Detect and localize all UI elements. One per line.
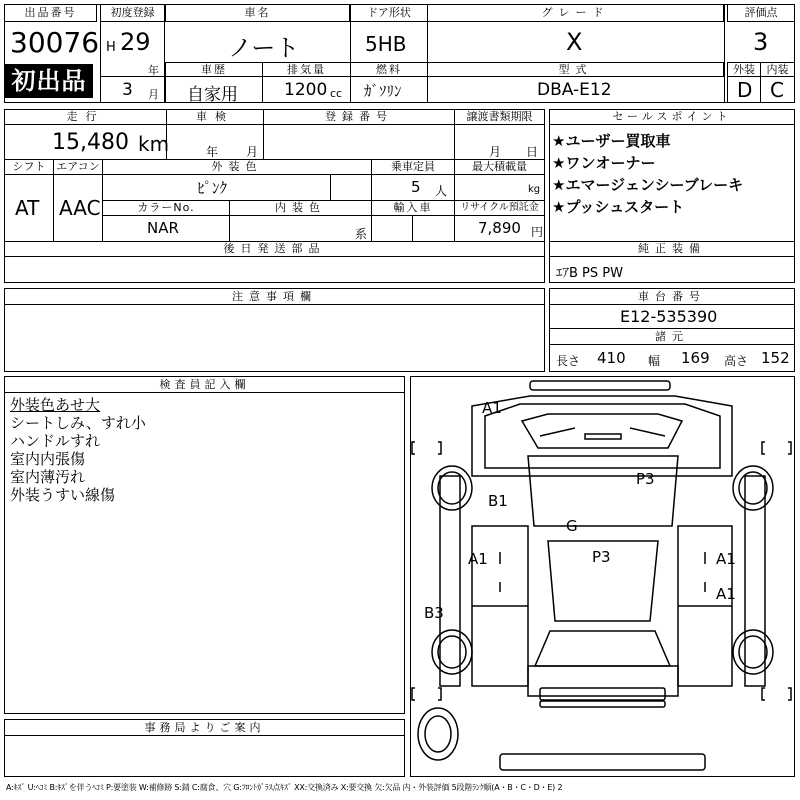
diagram-mark: A1	[716, 585, 736, 603]
interior-color-cell	[229, 215, 372, 242]
diagram-mark: B1	[488, 492, 508, 510]
score-label: 評価点	[727, 4, 795, 22]
inspector-label: 検査員記入欄	[4, 376, 405, 393]
mileage-unit: km	[138, 132, 170, 156]
exterior-label: 外装	[727, 62, 761, 77]
displacement-value: 1200	[284, 80, 328, 100]
chassis-value: E12-535390	[620, 307, 718, 326]
grade-label: グレード	[427, 4, 724, 22]
ac-value: AAC	[59, 196, 101, 220]
specs-label: 諸元	[549, 328, 795, 345]
height-value: 152	[761, 349, 790, 367]
width-label: 幅	[648, 354, 661, 368]
legend-text: A:ｷｽﾞ U:ﾍｺﾐ B:ｷｽﾞを伴うﾍｺﾐ P:要塗装 W:補修跡 S:錆 C:腐食、穴 G:ﾌﾛﾝﾄｶﾞﾗｽ点ｷｽﾞ XX:交換済み X:要交換 欠:欠品 内・外装評価 5段階ﾗﾝｸ順(A・B・C・D・E) 2	[6, 783, 563, 792]
office-label: 事務局よりご案内	[4, 719, 405, 736]
diagram-mark: B3	[424, 604, 444, 622]
first-listing-badge: 初出品	[5, 64, 93, 98]
history-label: 車歴	[165, 62, 263, 77]
car-name: ノート	[228, 34, 300, 62]
load-label: 最大積載量	[454, 159, 545, 175]
import-label: 輸入車	[371, 200, 455, 216]
recycle-label: リサイクル預託金	[454, 200, 545, 216]
inspector-line: 室内内張傷	[10, 450, 86, 468]
exterior-grade: D	[737, 78, 753, 102]
import-cell-b	[412, 215, 455, 242]
grade-value: X	[566, 28, 583, 56]
length-value: 410	[597, 349, 626, 367]
sales-point-item: ★プッシュスタート	[552, 198, 685, 216]
capacity-unit: 人	[435, 184, 448, 198]
interior-color-unit: 系	[355, 227, 368, 241]
shift-value: AT	[15, 196, 40, 220]
diagram-mark: A1	[482, 399, 502, 417]
width-value: 169	[681, 349, 710, 367]
model-label: 型式	[427, 62, 724, 77]
car-name-label: 車名	[165, 4, 350, 22]
color-value: ﾋﾟﾝｸ	[197, 179, 228, 197]
interior-color-label: 内装色	[229, 200, 372, 216]
mileage-value: 15,480	[52, 130, 129, 155]
color-label: 外装色	[102, 159, 372, 175]
diagram-mark: A1	[716, 550, 736, 568]
transfer-label: 譲渡書類期限	[454, 109, 545, 125]
displacement-unit: cc	[330, 87, 343, 100]
diagram-mark: A1	[468, 550, 488, 568]
model-value: DBA-E12	[537, 80, 612, 100]
sales-point-item: ★ワンオーナー	[552, 154, 656, 172]
interior-grade: C	[770, 78, 784, 102]
history-value: 自家用	[187, 85, 238, 105]
color-no-value: NAR	[147, 219, 179, 237]
fuel-label: 燃料	[350, 62, 428, 77]
recycle-value: 7,890	[478, 219, 521, 237]
import-cell-a	[371, 215, 413, 242]
displacement-label: 排気量	[262, 62, 351, 77]
year-unit: 年	[148, 64, 159, 77]
year: 29	[120, 28, 151, 56]
era: H	[106, 40, 116, 55]
ac-label: エアコン	[53, 159, 103, 175]
diagram-mark: G	[566, 517, 578, 535]
registration-label: 初度登録	[100, 4, 165, 22]
month-unit: 月	[148, 88, 159, 101]
sales-point-item: ★ユーザー買取車	[552, 132, 671, 150]
recycle-unit: 円	[531, 225, 544, 239]
sales-points-label: セールスポイント	[549, 109, 795, 125]
door-label: ドア形状	[350, 4, 428, 22]
transfer-month-unit: 月	[489, 145, 502, 159]
inspection-month-unit: 月	[246, 145, 259, 159]
inspection-year-unit: 年	[206, 145, 219, 159]
equipment-value: ｴｱB PS PW	[556, 266, 623, 281]
notes-label: 注意事項欄	[4, 288, 545, 305]
inspection-label: 車検	[166, 109, 264, 125]
diagram-mark: P3	[592, 548, 611, 566]
color-no-label: カラーNo.	[102, 200, 230, 216]
length-label: 長さ	[556, 354, 581, 368]
equipment-label: 純正装備	[549, 241, 795, 257]
mileage-label: 走行	[4, 109, 167, 125]
diagram-mark: P3	[636, 470, 655, 488]
lot-number: 30076	[10, 26, 100, 59]
color-cell-right	[330, 174, 372, 201]
lot-label: 出品番号	[4, 4, 97, 22]
inspector-line: 外装色あせ大	[10, 396, 101, 414]
height-label: 高さ	[724, 354, 749, 368]
inspector-line: ハンドルすれ	[10, 432, 101, 450]
capacity-label: 乗車定員	[371, 159, 455, 175]
transfer-day-unit: 日	[526, 145, 539, 159]
score-value: 3	[753, 28, 769, 56]
inspector-line: 外装うすい線傷	[10, 486, 116, 504]
sales-point-item: ★エマージェンシーブレーキ	[552, 176, 744, 194]
month-sep	[100, 76, 165, 77]
reg-no-label: 登録番号	[263, 109, 455, 125]
inspector-line: 室内薄汚れ	[10, 468, 86, 486]
later-parts-label: 後日発送部品	[4, 241, 545, 257]
car-diagram-drawing	[410, 376, 795, 777]
reg-no-cell	[263, 124, 455, 160]
capacity-value: 5	[411, 178, 421, 196]
shift-label: シフト	[4, 159, 54, 175]
load-unit: kg	[528, 184, 541, 195]
chassis-label: 車台番号	[549, 288, 795, 305]
inspector-line: シートしみ、すれ小	[10, 414, 146, 432]
interior-label: 内装	[760, 62, 795, 77]
door-value: 5HB	[365, 32, 407, 56]
fuel-value: ｶﾞｿﾘﾝ	[364, 82, 402, 100]
month: 3	[122, 80, 133, 100]
